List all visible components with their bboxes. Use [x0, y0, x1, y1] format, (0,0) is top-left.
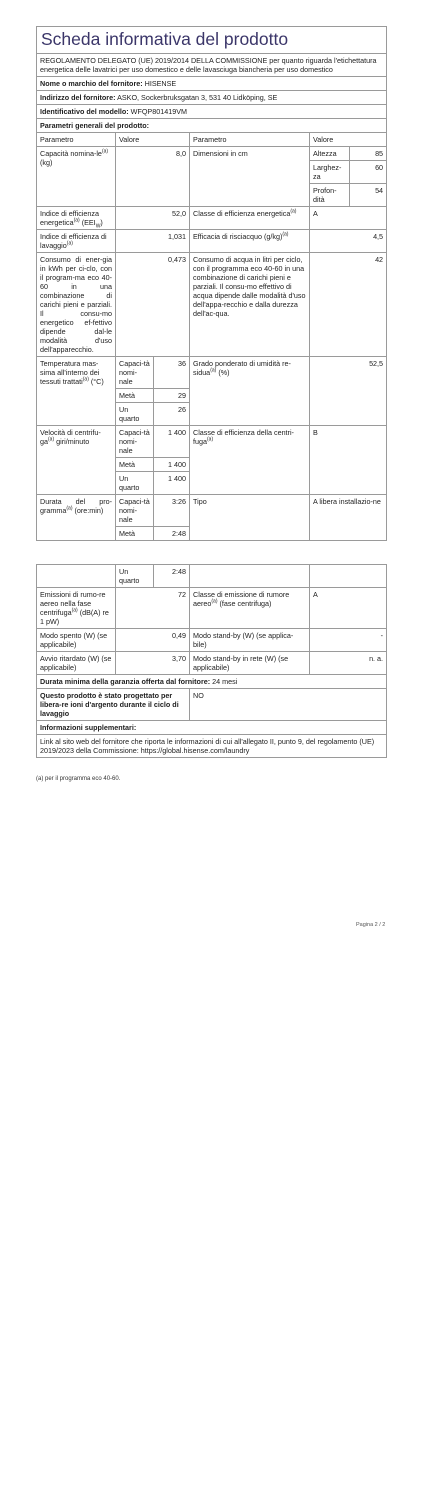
model-row: Identificativo del modello: WFQP801419VM: [37, 105, 387, 119]
product-info-table: [36, 26, 387, 758]
regulation-text: REGOLAMENTO DELEGATO (UE) 2019/2014 DELLA COMMISSIONE per quanto riguarda l'etichettatura energetica delle lavatrici per uso domestico e delle lavasciuga biancheria per uso domestico: [37, 54, 387, 77]
eei-row: Indice di efficienza energetica$^{(a)}$ $(EEI_W)$ 52,0 Classe di efficienza energetica$^{(a)}$ A: [37, 207, 387, 230]
warranty-row: Durata minima della garanzia offerta dal fornitore: 24 mesi: [37, 675, 387, 689]
dimensions-label: Dimensioni in cm: [190, 147, 310, 207]
washing-index-row: Indice di efficienza di lavaggio$^{(a)}$ 1,031 Efficacia di risciacquo $(g/kg)^{(a)}$ 4,5: [37, 230, 387, 253]
noise-row: Emissioni di rumo-re aereo nella fase centrifuga$^{(a)}$ (dB(A) re 1 pW) 72 Classe di emissione di rumore aereo$^{(a)}$ (fase centrifuga) A: [37, 588, 387, 629]
header-value: Valore: [116, 133, 190, 147]
duration-quarter-row: Un quarto 2:48: [37, 565, 387, 588]
dimensions-depth-row: Profon-dità 54: [37, 184, 387, 207]
general-params-heading: Parametri generali del prodotto:: [37, 119, 387, 133]
supplier-link[interactable]: https://global.hisense.com/laundry: [140, 746, 250, 755]
product-sheet: [36, 26, 386, 758]
footnote: (a) per il programma eco 40-60.: [36, 776, 121, 782]
consumption-row: Consumo di ener-gia in kWh per ci-clo, con il program-ma eco 40-60 in una combinazione di carichi pieni e parziali. Il consu-mo energetico ef-fettivo dipende dal-le modalità d'uso dell'apparecchio. 0,473 Consumo di acqua in litri per ciclo, con il programma eco 40-60 in una combinazione di carichi pieni e parziali. Il consu-mo effettivo di acqua dipende dalle modalità d'uso dell'appa-recchio e dalla durezza dell'ac-qua. 42: [37, 253, 387, 357]
capacity-row: Capacità nomina-$le^{(a)}$ (kg) 8,0 Dimensioni in cm Altezza 85: [37, 147, 387, 161]
supplier-name-row: Nome o marchio del fornitore: HISENSE: [37, 77, 387, 91]
max-temp-row: Temperatura mas-sima all'interno dei tessuti trattati$^{(a)}$ (°C) Capaci-tà nomi-nale 36 Grado ponderato di umidità re-sidua$^{(a)}$ (%) 52,5: [37, 357, 387, 389]
spin-speed-quarter-row: Un quarto 1 400: [37, 472, 387, 495]
delay-start-row: Avvio ritardato (W) (se applicabile) 3,70 Modo stand-by in rete (W) (se applicabile) n. a.: [37, 652, 387, 675]
max-temp-quarter-row: Un quarto 26: [37, 403, 387, 426]
duration-half-row: Metà 2:48: [37, 527, 387, 541]
max-temp-half-row: Metà 29: [37, 389, 387, 403]
spin-speed-row: Velocità di centrifu-$ga^{(a)}$ giri/minuto Capaci-tà nomi-nale 1 400 Classe di efficienza della centri-fuga$^{(a)}$ B: [37, 426, 387, 458]
dimensions-width-row: Larghez-za 60: [37, 161, 387, 184]
supplier-address-row: Indirizzo del fornitore: ASKO, Sockerbruksgatan 3, 531 40 Lidköping, SE: [37, 91, 387, 105]
header-value-2: Valore: [310, 133, 387, 147]
off-mode-row: Modo spento (W) (se applicabile) 0,49 Modo stand-by (W) (se applica-bile) -: [37, 629, 387, 652]
spin-speed-half-row: Metà 1 400: [37, 458, 387, 472]
header-param: Parametro: [37, 133, 116, 147]
additional-info-row: Informazioni supplementari:: [37, 721, 387, 735]
duration-row: Durata del pro-gramma$^{(a)}$ (ore:min) Capaci-tà nomi-nale 3:26 Tipo A libera installazio-ne: [37, 495, 387, 527]
page-title: Scheda informativa del prodotto: [37, 27, 387, 54]
header-param-2: Parametro: [190, 133, 310, 147]
page-number: Pagina 2 / 2: [356, 922, 386, 928]
header-row: [37, 133, 387, 147]
silver-ions-row: Questo prodotto è stato progettato per libera-re ioni d'argento durante il ciclo di lavaggio NO: [37, 689, 387, 721]
link-row: Link al sito web del fornitore che riporta le informazioni di cui all'allegato II, punto 9, del regolamento (UE) 2019/2023 della Commissione: https://global.hisense.com/laundry: [37, 735, 387, 758]
